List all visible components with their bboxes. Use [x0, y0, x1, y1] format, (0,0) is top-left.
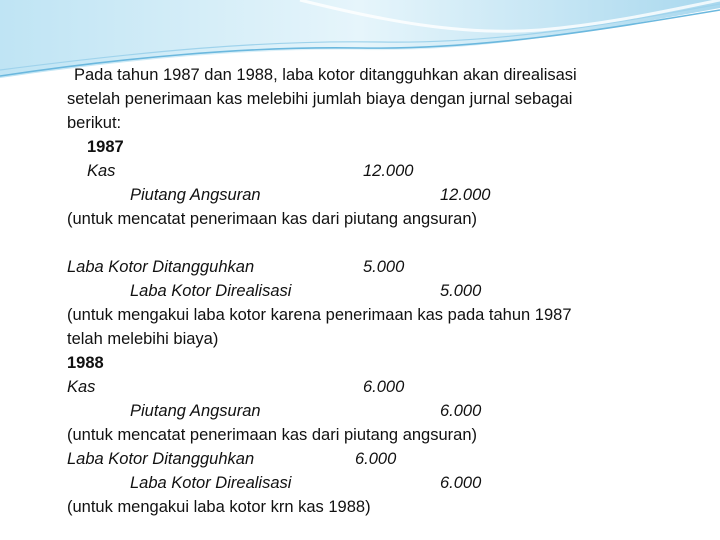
entry-1987-1-debit-amount: 12.000	[363, 162, 414, 180]
entry-1987-2-note-line-2: telah melebihi biaya)	[67, 330, 219, 348]
year-1988-heading: 1988	[67, 354, 104, 372]
entry-1988-1-debit-account: Kas	[67, 378, 96, 396]
intro-line-3: berikut:	[67, 114, 122, 132]
entry-1987-2-credit-amount: 5.000	[440, 282, 482, 300]
entry-1987-1-credit-account: Piutang Angsuran	[130, 186, 261, 204]
entry-1987-1-credit-amount: 12.000	[440, 186, 491, 204]
entry-1987-1-note: (untuk mencatat penerimaan kas dari piutang angsuran)	[67, 210, 477, 228]
entry-1987-1-debit-account: Kas	[87, 162, 116, 180]
entry-1988-2-debit-account: Laba Kotor Ditangguhkan	[67, 450, 255, 468]
intro-line-2: setelah penerimaan kas melebihi jumlah biaya dengan jurnal sebagai	[67, 90, 573, 108]
entry-1988-2-note: (untuk mengakui laba kotor krn kas 1988)	[67, 498, 371, 516]
entry-1987-2-debit-amount: 5.000	[363, 258, 405, 276]
entry-1987-2-debit-account: Laba Kotor Ditangguhkan	[67, 258, 255, 276]
year-1987-heading: 1987	[87, 138, 124, 156]
entry-1988-2-credit-account: Laba Kotor Direalisasi	[130, 474, 292, 492]
entry-1987-2-credit-account: Laba Kotor Direalisasi	[130, 282, 292, 300]
entry-1988-1-credit-account: Piutang Angsuran	[130, 402, 261, 420]
entry-1988-2-credit-amount: 6.000	[440, 474, 482, 492]
intro-line-1: Pada tahun 1987 dan 1988, laba kotor ditangguhkan akan direalisasi	[74, 66, 577, 84]
entry-1988-1-note: (untuk mencatat penerimaan kas dari piutang angsuran)	[67, 426, 477, 444]
entry-1988-1-credit-amount: 6.000	[440, 402, 482, 420]
entry-1987-2-note-line-1: (untuk mengakui laba kotor karena penerimaan kas pada tahun 1987	[67, 306, 572, 324]
entry-1988-2-debit-amount: 6.000	[355, 450, 397, 468]
entry-1988-1-debit-amount: 6.000	[363, 378, 405, 396]
